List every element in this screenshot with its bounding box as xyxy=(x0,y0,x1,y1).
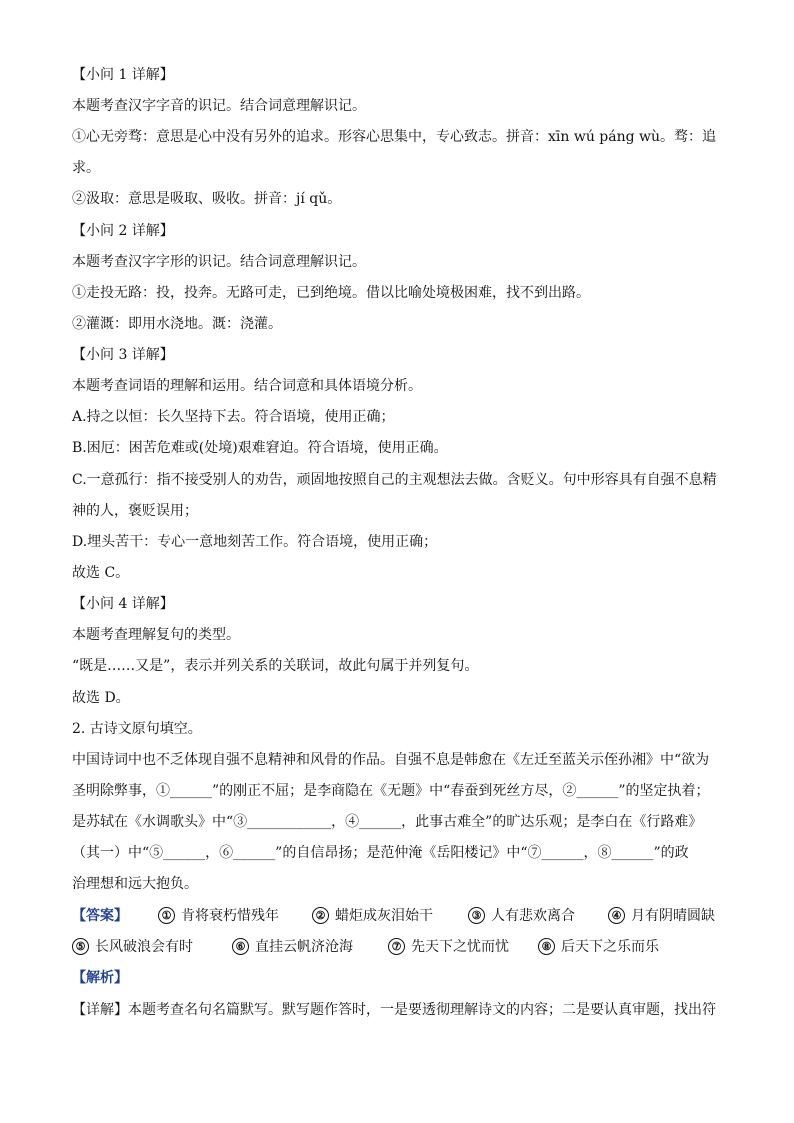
q3-heading: 【小问 3 详解】 xyxy=(72,347,174,363)
q1-item1-line2: 求。 xyxy=(72,160,100,176)
q5-body-line5: 治理想和远大抱负。 xyxy=(72,876,198,892)
answer-row-2 xyxy=(72,937,732,957)
answer-number: ⑥ xyxy=(232,938,249,955)
answer-number: ⑧ xyxy=(538,938,555,955)
q3-option-a: A.持之以恒：长久坚持下去。符合语境，使用正确； xyxy=(72,409,395,425)
detail-text: 本题考查名句名篇默写。默写题作答时，一是要透彻理解诗文的内容；二是要认真审题，找出符 xyxy=(128,1002,716,1018)
q3-conclusion: 故选 C。 xyxy=(72,565,130,581)
answer-number: ④ xyxy=(608,907,625,924)
q1-heading: 【小问 1 详解】 xyxy=(72,67,174,83)
q5-body-line1: 中国诗词中也不乏体现自强不息精神和风骨的作品。自强不息是韩愈在《左迁至蓝关示侄孙湘》中“欲为 xyxy=(72,752,710,768)
q5-body-line2: 圣明除弊事，①______”的刚正不屈；是李商隐在《无题》中“春蚕到死丝方尽，②______”的坚定执着； xyxy=(72,783,710,799)
detail-label: 【详解】 xyxy=(72,1002,128,1018)
answer-number: ⑦ xyxy=(388,938,405,955)
answer-text: 直挂云帆济沧海 xyxy=(255,939,353,955)
answer-text: 先天下之忧而忧 xyxy=(411,939,509,955)
answer-row-1 xyxy=(72,906,732,926)
answer-text: 后天下之乐而乐 xyxy=(561,939,659,955)
q2-item1: ①走投无路：投，投奔。无路可走，已到绝境。借以比喻处境极困难，找不到出路。 xyxy=(72,285,590,301)
q4-conclusion: 故选 D。 xyxy=(72,690,130,706)
answer-text: 长风破浪会有时 xyxy=(95,939,193,955)
q5-body-line4: （其一）中“⑤______，⑥______”的自信昂扬；是范仲淹《岳阳楼记》中“⑦______，⑧______”的政 xyxy=(72,845,689,861)
answer-number: ⑤ xyxy=(72,938,89,955)
q5-body-line3: 是苏轼在《水调歌头》中“③____________，④______，此事古难全”的旷达乐观；是李白在《行路难》 xyxy=(72,814,703,830)
answer-item-1 xyxy=(158,906,279,926)
q2-intro: 本题考查汉字字形的识记。结合词意理解识记。 xyxy=(72,254,366,270)
answer-text: 人有悲欢离合 xyxy=(491,908,575,924)
q5-title: 2. 古诗文原句填空。 xyxy=(72,721,202,737)
answer-number: ② xyxy=(312,907,329,924)
q4-intro: 本题考查理解复句的类型。 xyxy=(72,627,240,643)
q4-heading: 【小问 4 详解】 xyxy=(72,596,174,612)
q1-intro: 本题考查汉字字音的识记。结合词意理解识记。 xyxy=(72,98,366,114)
answer-item-3 xyxy=(468,906,575,926)
q1-item1-line1: ①心无旁骛：意思是心中没有另外的追求。形容心思集中，专心致志。拼音：xīn wú páng wù。骛：追 xyxy=(72,129,717,145)
q3-option-c-line1: C.一意孤行：指不接受别人的劝告，顽固地按照自己的主观想法去做。含贬义。句中形容具有自强不息精 xyxy=(72,472,717,488)
answer-text: 肯将衰朽惜残年 xyxy=(181,908,279,924)
answer-number: ③ xyxy=(468,907,485,924)
answer-item-5 xyxy=(72,937,193,957)
answer-item-4 xyxy=(608,906,715,926)
answer-text: 月有阴晴圆缺 xyxy=(631,908,715,924)
q2-heading: 【小问 2 详解】 xyxy=(72,223,174,239)
answer-item-2 xyxy=(312,906,433,926)
q4-explain: “既是……又是”，表示并列关系的关联词，故此句属于并列复句。 xyxy=(72,658,479,674)
analysis-detail xyxy=(72,1000,732,1020)
answer-item-7 xyxy=(388,937,509,957)
answer-item-6 xyxy=(232,937,353,957)
q1-item2: ②汲取：意思是吸取、吸收。拼音：jí qǔ。 xyxy=(72,191,342,207)
q3-option-d: D.埋头苦干：专心一意地刻苦工作。符合语境，使用正确； xyxy=(72,534,438,550)
q2-item2: ②灌溉：即用水浇地。溉：浇灌。 xyxy=(72,316,282,332)
q3-option-b: B.困厄：困苦危难或(处境)艰难窘迫。符合语境，使用正确。 xyxy=(72,440,448,456)
answer-text: 蜡炬成灰泪始干 xyxy=(335,908,433,924)
q3-option-c-line2: 神的人，褒贬误用； xyxy=(72,503,198,519)
analysis-label: 【解析】 xyxy=(72,970,128,986)
answer-item-8 xyxy=(538,937,659,957)
q3-intro: 本题考查词语的理解和运用。结合词意和具体语境分析。 xyxy=(72,378,422,394)
answer-label: 【答案】 xyxy=(72,908,128,924)
answer-number: ① xyxy=(158,907,175,924)
